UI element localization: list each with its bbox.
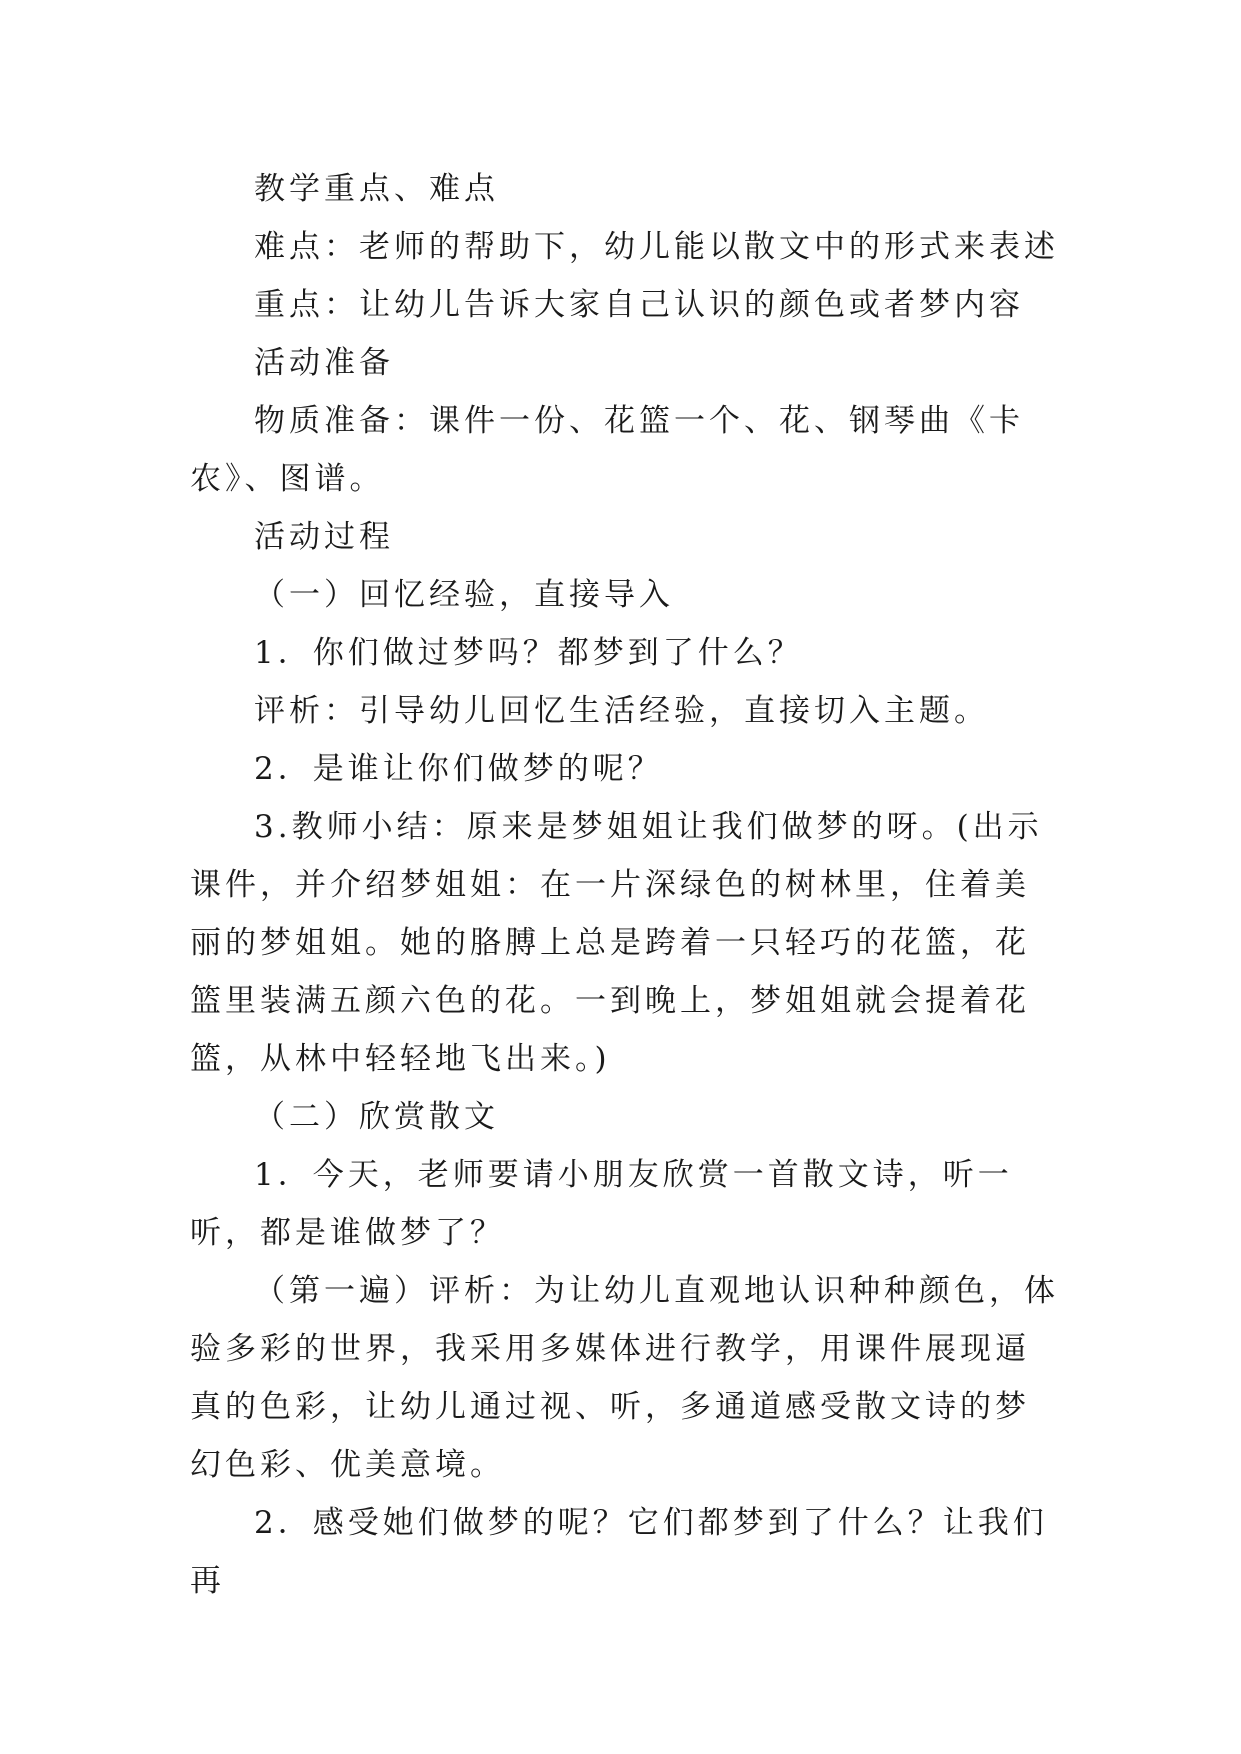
paragraph-appreciate-1: 1．今天，老师要请小朋友欣赏一首散文诗，听一听，都是谁做梦了？	[190, 1157, 1013, 1251]
paragraph-first-reading-analysis: （第一遍）评析：为让幼儿直观地认识种种颜色，体验多彩的世界，我采用多媒体进行教学，用课件展现逼真的色彩，让幼儿通过视、听，多通道感受散文诗的梦幻色彩、优美意境。	[190, 1273, 1059, 1483]
document-body	[190, 160, 1060, 1610]
paragraph-appreciate-2: 2．感受她们做梦的呢？它们都梦到了什么？让我们再	[190, 1505, 1048, 1599]
heading-activity-process: 活动过程	[254, 519, 394, 555]
subheading-appreciate-prose: （二）欣赏散文	[254, 1099, 499, 1135]
paragraph-teacher-summary: 3.教师小结：原来是梦姐姐让我们做梦的呀。(出示课件，并介绍梦姐姐：在一片深绿色的树林里，住着美丽的梦姐姐。她的胳膊上总是跨着一只轻巧的花篮，花篮里装满五颜六色的花。一到晚上，梦姐姐就会提着花篮，从林中轻轻地飞出来。)	[190, 809, 1043, 1077]
paragraph-difficulty: 难点：老师的帮助下，幼儿能以散文中的形式来表述	[254, 229, 1059, 265]
paragraph-analysis-1: 评析：引导幼儿回忆生活经验，直接切入主题。	[254, 693, 989, 729]
heading-activity-preparation: 活动准备	[254, 345, 394, 381]
subheading-recall-experience: （一）回忆经验，直接导入	[254, 577, 674, 613]
paragraph-question-1: 1．你们做过梦吗？都梦到了什么？	[254, 635, 803, 671]
paragraph-question-2: 2．是谁让你们做梦的呢？	[254, 751, 663, 787]
paragraph-focus: 重点：让幼儿告诉大家自己认识的颜色或者梦内容	[254, 287, 1024, 323]
paragraph-materials: 物质准备：课件一份、花篮一个、花、钢琴曲《卡农》、图谱。	[190, 403, 1024, 497]
heading-teaching-focus: 教学重点、难点	[254, 171, 499, 207]
